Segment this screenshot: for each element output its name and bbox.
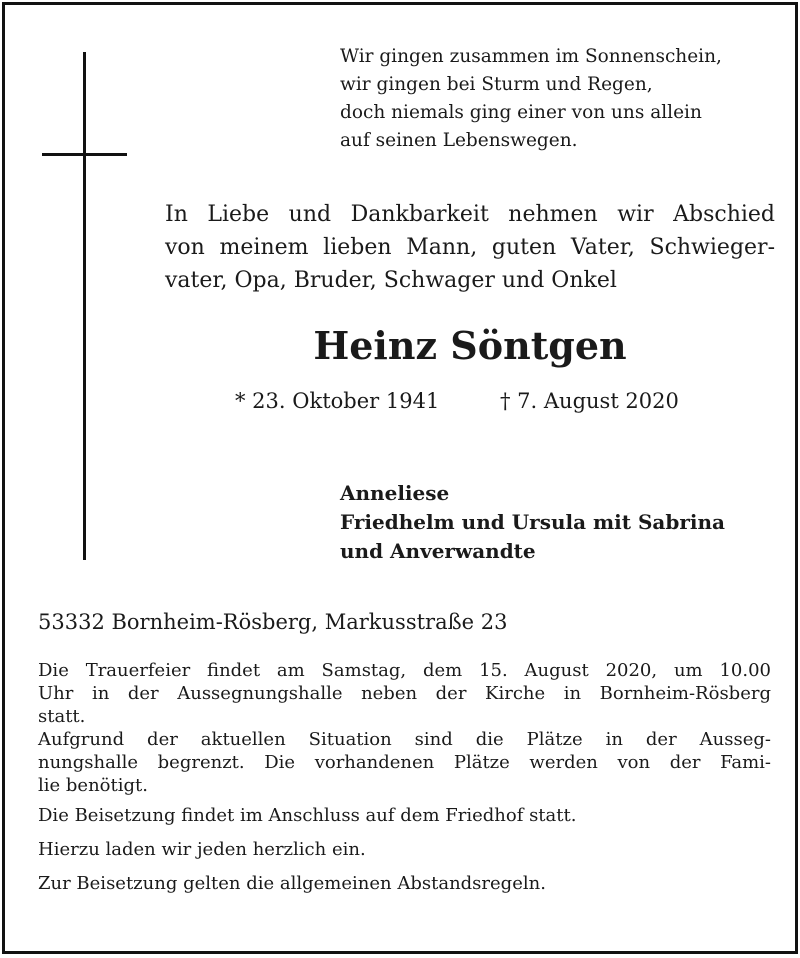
- invitation-line: Hierzu laden wir jeden herzlich ein.: [38, 839, 366, 860]
- birth-date: * 23. Oktober 1941: [235, 389, 440, 413]
- poem-line: doch niemals ging einer von uns allein: [340, 102, 702, 123]
- deceased-name: Heinz Söntgen: [313, 323, 627, 368]
- obituary-notice: [2, 2, 798, 954]
- poem: [340, 43, 722, 155]
- mourner-line: Friedhelm und Ursula mit Sabrina: [340, 510, 725, 534]
- restriction-line: nungshalle begrenzt. Die vorhandenen Plätze werden von der Fami-: [38, 752, 771, 773]
- address: 53332 Bornheim-Rösberg, Markusstraße 23: [38, 610, 508, 634]
- restriction-line: lie benötigt.: [38, 775, 148, 796]
- mourner-line: und Anverwandte: [340, 539, 536, 563]
- poem-line: wir gingen bei Sturm und Regen,: [340, 74, 653, 95]
- mourners-list: [340, 479, 725, 566]
- ceremony-line: statt.: [38, 706, 86, 727]
- ceremony-line: Uhr in der Aussegnungshalle neben der Kirche in Bornheim-Rösberg: [38, 683, 771, 704]
- intro-line: vater, Opa, Bruder, Schwager und Onkel: [165, 268, 617, 293]
- poem-line: Wir gingen zusammen im Sonnenschein,: [340, 46, 722, 67]
- farewell-intro: [165, 198, 775, 297]
- cross-icon-vertical-bar: [83, 52, 86, 560]
- death-date: † 7. August 2020: [500, 389, 679, 413]
- ceremony-details: [38, 659, 771, 895]
- mourner-line: Anneliese: [340, 481, 450, 505]
- poem-line: auf seinen Lebenswegen.: [340, 130, 578, 151]
- restriction-line: Aufgrund der aktuellen Situation sind die Plätze in der Ausseg-: [38, 729, 771, 750]
- cross-icon-horizontal-bar: [42, 153, 127, 156]
- intro-line: In Liebe und Dankbarkeit nehmen wir Abschied: [165, 202, 775, 227]
- burial-line: Die Beisetzung findet im Anschluss auf dem Friedhof statt.: [38, 805, 577, 826]
- ceremony-line: Die Trauerfeier findet am Samstag, dem 15. August 2020, um 10.00: [38, 660, 771, 681]
- intro-line: von meinem lieben Mann, guten Vater, Schwieger-: [165, 235, 775, 260]
- distancing-line: Zur Beisetzung gelten die allgemeinen Abstandsregeln.: [38, 873, 546, 894]
